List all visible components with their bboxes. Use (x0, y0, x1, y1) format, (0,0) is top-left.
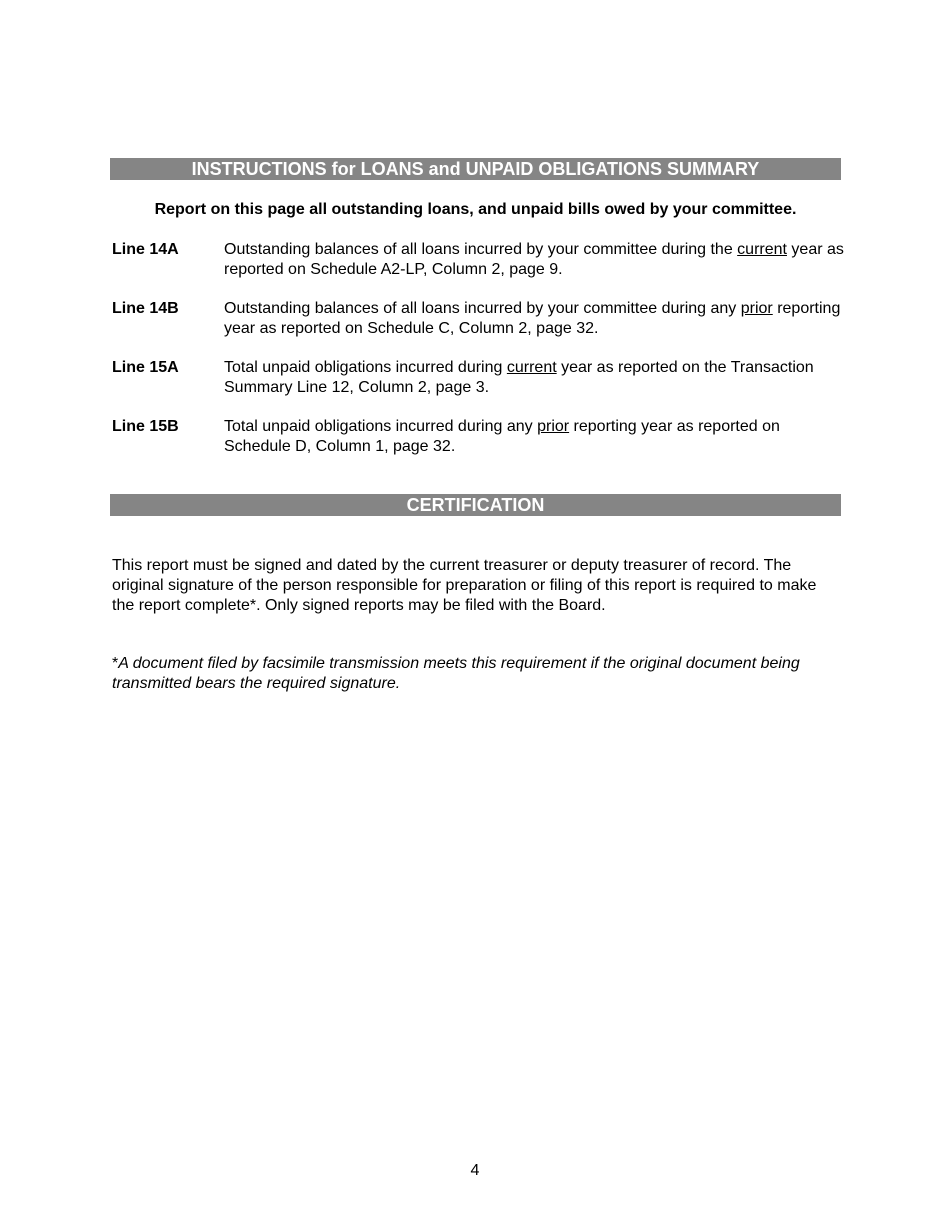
line-text-after: year as reported on the Transaction Summary Line 12, Column 2, page 3. (224, 359, 814, 396)
line-text-underlined: prior (537, 418, 570, 435)
line-text-after: reporting year as reported on Schedule C, Column 2, page 32. (224, 300, 841, 337)
line-text-underlined: current (506, 359, 557, 376)
footnote-text: A document filed by facsimile transmission meets this requirement if the original document being transmitted bears the required signature. (112, 655, 800, 692)
line-text-before: Total unpaid obligations incurred during any (224, 418, 538, 435)
line-label: Line 15B (112, 418, 179, 435)
certification-header: CERTIFICATION (110, 494, 841, 516)
line-text-before: Total unpaid obligations incurred during (224, 359, 507, 376)
page-number: 4 (470, 1162, 480, 1179)
line-text-before: Outstanding balances of all loans incurred by your committee during any (224, 300, 741, 317)
line-text-after: reporting year as reported on Schedule D, Column 1, page 32. (224, 418, 780, 455)
line-text-underlined: current (737, 241, 787, 258)
line-text-before: Outstanding balances of all loans incurred by your committee during the (224, 241, 738, 258)
line-text-underlined: prior (740, 300, 773, 317)
intro-instruction: Report on this page all outstanding loans, and unpaid bills owed by your committee. (154, 201, 797, 218)
footnote (112, 654, 837, 694)
line-label: Line 14A (112, 241, 179, 258)
line-text-after: year as reported on Schedule A2-LP, Column 2, page 9. (224, 241, 844, 278)
summary-instructions-header: INSTRUCTIONS for LOANS and UNPAID OBLIGATIONS SUMMARY (110, 158, 841, 180)
certification-paragraph: This report must be signed and dated by the current treasurer or deputy treasurer of record. The original signature of the person responsible for preparation or filing of this report is required to make the report complete*. Only signed reports may be filed with the Board. (112, 557, 817, 614)
footnote-marker: * (112, 655, 119, 672)
line-label: Line 14B (112, 300, 179, 317)
line-description (224, 299, 844, 339)
line-description (224, 417, 844, 457)
line-label: Line 15A (112, 359, 179, 376)
line-description (224, 240, 844, 280)
line-description (224, 358, 844, 398)
